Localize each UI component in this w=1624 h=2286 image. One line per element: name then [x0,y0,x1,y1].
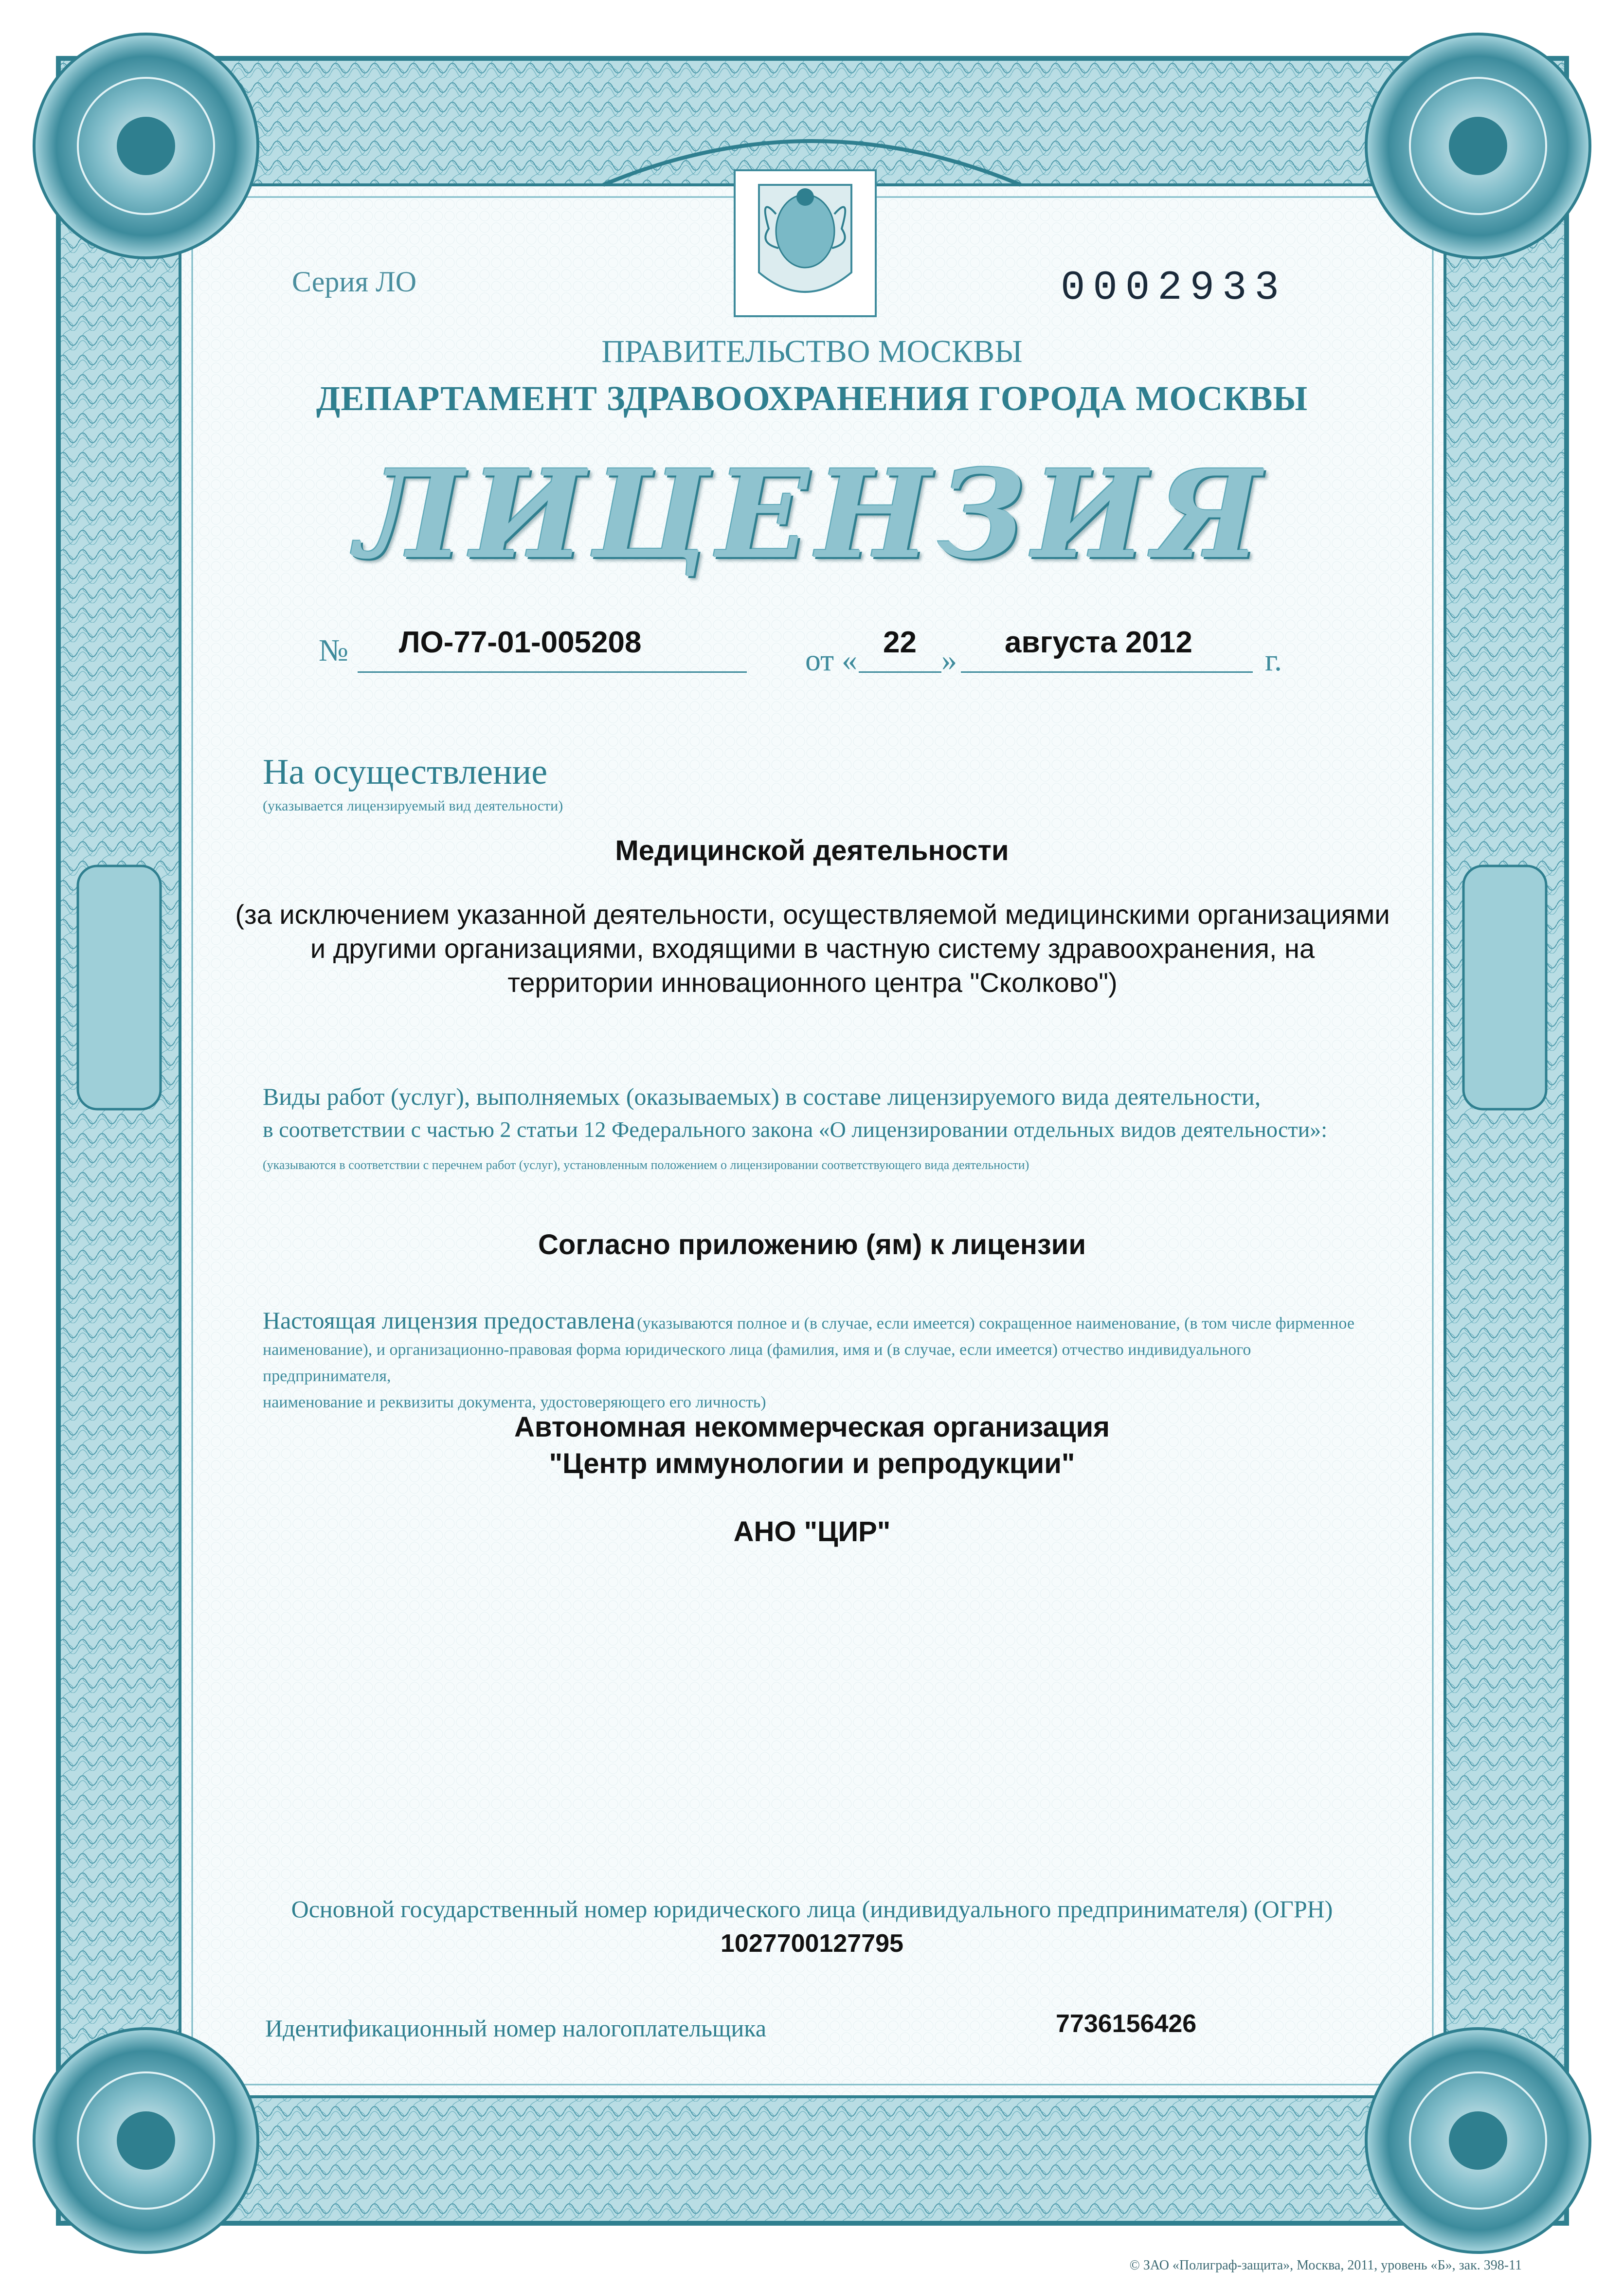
works-line-2: в соответствии с частью 2 статьи 12 Федерального закона «О лицензировании отдельных видов деятельности»: [263,1117,1328,1142]
license-number: ЛО-77-01-005208 [399,626,642,659]
coat-of-arms-emblem [735,170,876,316]
date-quote: » [941,643,957,677]
inn-label: Идентификационный номер налогоплательщика [265,2015,767,2042]
year-suffix: г. [1265,643,1282,677]
corner-rosette-top-left [34,34,258,258]
works-note: (указываются в соответствии с перечнем работ (услуг), установленным положением о лицензировании соответствующего вида деятельности) [263,1158,1029,1172]
serial-number: 0002933 [1061,265,1287,311]
ogrn-value: 1027700127795 [721,1929,903,1958]
organization-short-name: АНО "ЦИР" [733,1516,891,1548]
department-name: ДЕПАРТАМЕНТ ЗДРАВООХРАНЕНИЯ ГОРОДА МОСКВЫ [316,379,1308,418]
activity-exception [195,898,1430,1000]
number-sign: № [319,633,349,667]
license-month-year: августа 2012 [1005,626,1192,659]
works-value: Согласно приложению (ям) к лицензии [538,1229,1086,1260]
licensee-intro [263,1306,1382,1416]
day-underline [859,671,941,673]
printer-footer: © ЗАО «Полиграф-защита», Москва, 2011, уровень «Б», зак. 398-11 [1129,2258,1522,2273]
licensee-intro-label: Настоящая лицензия предоставлена [263,1307,635,1334]
licensee-intro-note-1: (указываются полное и (в случае, если имеется) сокращенное наименование, (в том числе фирменное [637,1314,1354,1332]
series-label: Серия ЛО [292,266,417,298]
corner-rosette-bottom-right [1366,2029,1590,2252]
activity-heading-note: (указывается лицензируемый вид деятельности) [263,798,563,814]
corner-rosette-bottom-left [34,2029,258,2252]
month-underline [961,671,1253,673]
government-name: ПРАВИТЕЛЬСТВО МОСКВЫ [601,334,1023,369]
activity-exception-line: и другими организациями, входящими в частную систему здравоохранения, на [310,933,1315,964]
number-underline [358,671,747,673]
organization-name-line-1: Автономная некоммерческая организация [514,1411,1110,1443]
ogrn-label: Основной государственный номер юридического лица (индивидуального предпринимателя) (ОГРН) [291,1895,1333,1923]
corner-rosette-top-right [1366,34,1590,258]
activity-name: Медицинской деятельности [615,835,1009,866]
document-title: ЛИЦЕНЗИЯ [356,443,1268,586]
organization-name-line-2: "Центр иммунологии и репродукции" [549,1448,1075,1479]
licensee-intro-note-3: наименование и реквизиты документа, удостоверяющего его личность) [263,1393,766,1411]
activity-heading: На осуществление [263,752,548,792]
license-day: 22 [883,626,917,659]
activity-exception-line: (за исключением указанной деятельности, осуществляемой медицинскими организациями [235,899,1390,930]
licensee-intro-note-2: наименование), и организационно-правовая форма юридического лица (фамилия, имя и (в случае, если имеется) отчество индивидуального предпринимателя, [263,1341,1251,1385]
side-medallion-right [1463,866,1546,1109]
date-prefix: от « [805,643,858,677]
works-line-1: Виды работ (услуг), выполняемых (оказываемых) в составе лицензируемого вида деятельности, [263,1083,1261,1110]
activity-exception-line: территории инновационного центра "Сколково") [507,967,1118,998]
side-medallion-left [78,866,161,1109]
inn-value: 7736156426 [1056,2010,1197,2038]
